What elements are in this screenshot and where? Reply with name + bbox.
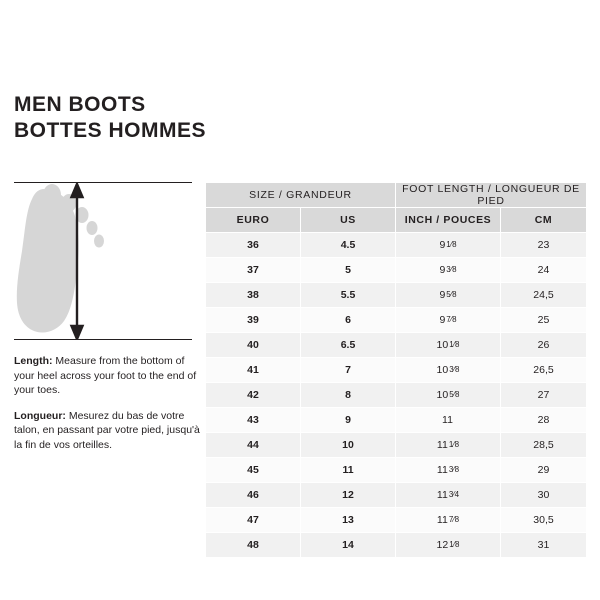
cell-us: 9 <box>301 408 396 433</box>
table-row <box>206 508 587 533</box>
measurement-notes <box>14 354 200 452</box>
title-line-fr: BOTTES HOMMES <box>14 119 207 142</box>
cell-euro: 47 <box>206 508 301 533</box>
table-row <box>206 358 587 383</box>
inch-whole: 11 <box>436 439 448 451</box>
foot-diagram-icon <box>14 183 192 339</box>
cell-inch <box>396 533 501 558</box>
table-row <box>206 533 587 558</box>
inch-whole: 11 <box>436 514 448 526</box>
cell-cm: 27 <box>501 383 587 408</box>
cell-inch <box>396 483 501 508</box>
inch-fraction: $^5$⁄8 <box>446 290 457 299</box>
inch-fraction: $^3$⁄4 <box>448 490 460 499</box>
cell-cm: 25 <box>501 308 587 333</box>
cell-us: 6.5 <box>301 333 396 358</box>
cell-us: 7 <box>301 358 396 383</box>
cell-euro: 42 <box>206 383 301 408</box>
title-line-en: MEN BOOTS <box>14 93 146 116</box>
column-header-cm: CM <box>501 208 587 233</box>
cell-us: 6 <box>301 308 396 333</box>
cell-euro: 45 <box>206 458 301 483</box>
cell-inch <box>396 408 501 433</box>
table-body <box>206 233 587 558</box>
inch-fraction: $^3$⁄8 <box>446 265 457 274</box>
cell-us: 8 <box>301 383 396 408</box>
cell-cm: 31 <box>501 533 587 558</box>
cell-euro: 44 <box>206 433 301 458</box>
inch-fraction: $^1$⁄8 <box>449 540 460 549</box>
inch-whole: 11 <box>436 489 448 501</box>
foot-illustration-box <box>14 182 192 340</box>
inch-whole: 12 <box>436 539 449 551</box>
cell-cm: 24,5 <box>501 283 587 308</box>
cell-us: 5.5 <box>301 283 396 308</box>
inch-whole: 11 <box>436 464 448 476</box>
table-row <box>206 433 587 458</box>
cell-euro: 40 <box>206 333 301 358</box>
cell-us: 10 <box>301 433 396 458</box>
size-table <box>205 182 587 558</box>
table-column-header-row <box>206 208 587 233</box>
size-table-wrapper <box>205 182 586 558</box>
note-french <box>14 409 200 453</box>
table-group-header-row <box>206 183 587 208</box>
inch-fraction: $^1$⁄8 <box>446 240 457 249</box>
cell-euro: 39 <box>206 308 301 333</box>
inch-fraction: $^7$⁄8 <box>446 315 457 324</box>
cell-us: 5 <box>301 258 396 283</box>
inch-fraction: $^7$⁄8 <box>448 515 460 524</box>
note-french-text: Mesurez du bas de votre talon, en passant par votre pied, jusqu'à la fin de vos orteilles. <box>14 409 200 451</box>
cell-euro: 43 <box>206 408 301 433</box>
cell-euro: 36 <box>206 233 301 258</box>
cell-cm: 26 <box>501 333 587 358</box>
column-header-inch: INCH / POUCES <box>396 208 501 233</box>
cell-euro: 37 <box>206 258 301 283</box>
table-row <box>206 458 587 483</box>
cell-us: 4.5 <box>301 233 396 258</box>
cell-inch <box>396 358 501 383</box>
table-row <box>206 383 587 408</box>
cell-inch <box>396 283 501 308</box>
group-header-size: SIZE / GRANDEUR <box>206 183 396 208</box>
table-row <box>206 333 587 358</box>
cell-cm: 30,5 <box>501 508 587 533</box>
table-row <box>206 308 587 333</box>
group-header-foot-length: FOOT LENGTH / LONGUEUR DE PIED <box>396 183 587 208</box>
cell-cm: 23 <box>501 233 587 258</box>
note-french-label: Longueur: <box>14 409 66 422</box>
inch-whole: 10 <box>436 364 449 376</box>
cell-cm: 24 <box>501 258 587 283</box>
inch-fraction: $^1$⁄8 <box>448 440 460 449</box>
cell-inch <box>396 458 501 483</box>
cell-euro: 41 <box>206 358 301 383</box>
cell-us: 11 <box>301 458 396 483</box>
table-row <box>206 233 587 258</box>
cell-inch <box>396 233 501 258</box>
inch-whole: 9 <box>439 314 446 326</box>
inch-whole: 10 <box>436 339 449 351</box>
cell-euro: 46 <box>206 483 301 508</box>
table-row <box>206 283 587 308</box>
column-header-us: US <box>301 208 396 233</box>
inch-whole: 9 <box>439 289 446 301</box>
cell-euro: 38 <box>206 283 301 308</box>
note-english <box>14 354 200 398</box>
inch-whole: 11 <box>442 414 453 426</box>
inch-fraction: $^3$⁄8 <box>448 465 460 474</box>
cell-inch <box>396 258 501 283</box>
inch-whole: 10 <box>436 389 449 401</box>
cell-cm: 26,5 <box>501 358 587 383</box>
inch-whole: 9 <box>439 264 446 276</box>
inch-fraction: $^3$⁄8 <box>449 365 460 374</box>
table-row <box>206 408 587 433</box>
inch-fraction: $^1$⁄8 <box>449 340 460 349</box>
cell-inch <box>396 383 501 408</box>
table-row <box>206 258 587 283</box>
cell-inch <box>396 308 501 333</box>
table-row <box>206 483 587 508</box>
measurement-guide <box>14 182 200 463</box>
cell-cm: 28 <box>501 408 587 433</box>
cell-inch <box>396 333 501 358</box>
cell-euro: 48 <box>206 533 301 558</box>
note-english-label: Length: <box>14 355 53 367</box>
inch-fraction: $^5$⁄8 <box>449 390 460 399</box>
cell-inch <box>396 508 501 533</box>
cell-cm: 28,5 <box>501 433 587 458</box>
cell-inch <box>396 433 501 458</box>
cell-cm: 30 <box>501 483 587 508</box>
page-title <box>14 92 434 144</box>
note-english-text: Measure from the bottom of your heel across your foot to the end of your toes. <box>14 355 197 396</box>
cell-us: 12 <box>301 483 396 508</box>
cell-cm: 29 <box>501 458 587 483</box>
cell-us: 14 <box>301 533 396 558</box>
column-header-euro: EURO <box>206 208 301 233</box>
cell-us: 13 <box>301 508 396 533</box>
inch-whole: 9 <box>439 239 446 251</box>
